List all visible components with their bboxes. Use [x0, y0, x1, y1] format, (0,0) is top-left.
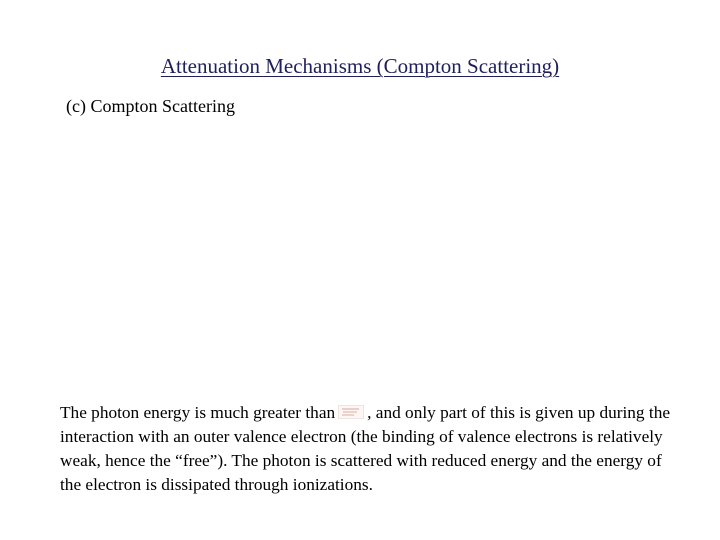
section-subheading: (c) Compton Scattering	[66, 96, 235, 116]
binding-energy-image	[338, 405, 364, 419]
figure-placeholder	[60, 130, 660, 390]
slide-title-text: Attenuation Mechanisms (Compton Scattering)	[160, 54, 560, 78]
paragraph-text-after-image: , and only part of this is given up during the interaction with an outer valence electron (the binding of valence electrons is relatively weak, hence the “free”). The photon is scattered with reduced energy and the energy of the electron is dissipated through ionizations.	[60, 403, 671, 494]
slide-title	[0, 54, 720, 79]
body-paragraph	[60, 401, 680, 497]
paragraph-text-before-image: The photon energy is much greater than	[60, 403, 336, 422]
